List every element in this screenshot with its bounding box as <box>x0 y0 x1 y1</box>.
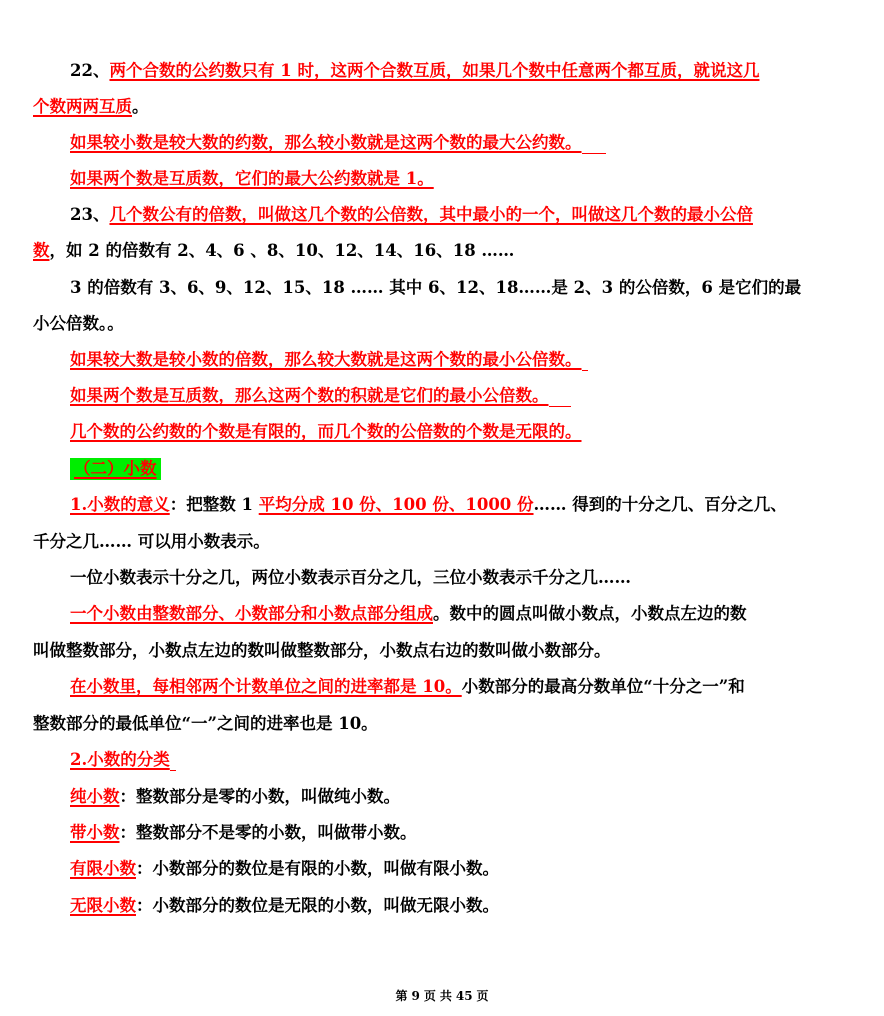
rule-gcd-divisor <box>70 132 860 154</box>
classify-heading-text: 2.小数的分类 <box>70 750 170 769</box>
footer-ye2: 页 <box>476 989 489 1003</box>
rule-lcm-multiple-text: 如果较大数是较小数的倍数，那么较大数就是这两个数的最小公倍数。 <box>70 350 582 369</box>
footer-total-pages: 45 <box>455 989 473 1003</box>
underline-extension <box>170 752 176 771</box>
type-definition: ：整数部分是零的小数，叫做纯小数。 <box>119 787 400 806</box>
underline-extension <box>582 352 588 371</box>
item-22-tail: 。 <box>132 97 149 116</box>
multiples-example-line2: 小公倍数。。 <box>33 314 124 333</box>
rule-finite-infinite-text: 几个数的公约数的个数是有限的，而几个数的公倍数的个数是无限的。 <box>70 422 582 441</box>
item-22-line1 <box>70 60 860 82</box>
rule-gcd-coprime <box>70 168 860 190</box>
item-22-red-text-cont: 个数两两互质 <box>33 97 132 116</box>
type-pure-decimal <box>70 786 860 808</box>
item-23-tail: ，如 2 的倍数有 2、4、6 、8、10、12、14、16、18 …… <box>49 241 515 260</box>
underline-extension <box>549 388 571 407</box>
underline-extension <box>582 135 606 154</box>
item-23-red-text-cont: 数 <box>33 241 50 260</box>
decimal-parts-text: 。数中的圆点叫做小数点，小数点左边的数 <box>433 604 747 623</box>
type-term: 带小数 <box>70 823 120 842</box>
type-mixed-decimal <box>70 822 860 844</box>
section-heading-decimals <box>70 458 860 480</box>
item-23-line2 <box>33 240 873 262</box>
item-23-number: 23、 <box>70 205 110 224</box>
decimal-meaning-line2: 千分之几…… 可以用小数表示。 <box>33 532 270 551</box>
footer-ye: 页 <box>423 989 436 1003</box>
section-heading-label: （二）小数 <box>70 458 161 480</box>
item-22-red-text: 两个合数的公约数只有 1 时，这两个合数互质，如果几个数中任意两个都互质，就说这几 <box>109 61 760 80</box>
rule-lcm-coprime <box>70 385 860 407</box>
decimal-places: 一位小数表示十分之几，两位小数表示百分之几，三位小数表示千分之几…… <box>70 568 631 587</box>
footer-gong: 共 <box>439 989 452 1003</box>
rule-gcd-divisor-text: 如果较小数是较大数的约数，那么较小数就是这两个数的最大公约数。 <box>70 133 582 152</box>
rule-gcd-coprime-text: 如果两个数是互质数，它们的最大公约数就是 1。 <box>70 169 434 188</box>
type-term: 无限小数 <box>70 896 136 915</box>
type-infinite-decimal <box>70 895 860 917</box>
item-22-line2 <box>33 96 873 118</box>
decimal-meaning-text: ：把整数 1 <box>169 495 259 514</box>
type-finite-decimal <box>70 858 860 880</box>
item-22-number: 22、 <box>70 61 110 80</box>
rule-lcm-multiple <box>70 349 860 371</box>
decimal-rate-text: 小数部分的最高分数单位“十分之一”和 <box>461 677 745 696</box>
footer-di: 第 <box>395 989 408 1003</box>
decimal-parts-line1 <box>70 603 860 625</box>
type-term: 纯小数 <box>70 787 120 806</box>
type-definition: ：整数部分不是零的小数，叫做带小数。 <box>119 823 417 842</box>
decimal-rate-line2: 整数部分的最低单位“一”之间的进率也是 10。 <box>33 714 378 733</box>
decimal-parts-red: 一个小数由整数部分、小数部分和小数点部分组成 <box>70 604 433 623</box>
footer-page-number: 9 <box>411 989 420 1003</box>
decimal-meaning-label: 1.小数的意义 <box>70 495 170 514</box>
type-definition: ：小数部分的数位是有限的小数，叫做有限小数。 <box>136 859 499 878</box>
decimal-parts-line2: 叫做整数部分，小数点左边的数叫做整数部分，小数点右边的数叫做小数部分。 <box>33 641 611 660</box>
type-definition: ：小数部分的数位是无限的小数，叫做无限小数。 <box>136 896 499 915</box>
item-23-line1 <box>70 204 860 226</box>
item-23-red-text: 几个数公有的倍数，叫做这几个数的公倍数，其中最小的一个，叫做这几个数的最小公倍 <box>109 205 753 224</box>
decimal-rate-line1 <box>70 676 860 698</box>
decimal-meaning-line1 <box>70 494 860 516</box>
multiples-example-line1: 3 的倍数有 3、6、9、12、15、18 …… 其中 6、12、18……是 2、3 的公倍数，6 是它们的最 <box>70 278 802 297</box>
decimal-meaning-red: 平均分成 10 份、100 份、1000 份 <box>258 495 534 514</box>
decimal-rate-red: 在小数里，每相邻两个计数单位之间的进率都是 10。 <box>70 677 462 696</box>
rule-lcm-coprime-text: 如果两个数是互质数，那么这两个数的积就是它们的最小公倍数。 <box>70 386 549 405</box>
type-term: 有限小数 <box>70 859 136 878</box>
classify-heading <box>70 749 860 771</box>
page-footer <box>0 988 884 1004</box>
decimal-meaning-text2: …… 得到的十分之几、百分之几、 <box>533 495 787 514</box>
rule-finite-infinite <box>70 421 860 443</box>
